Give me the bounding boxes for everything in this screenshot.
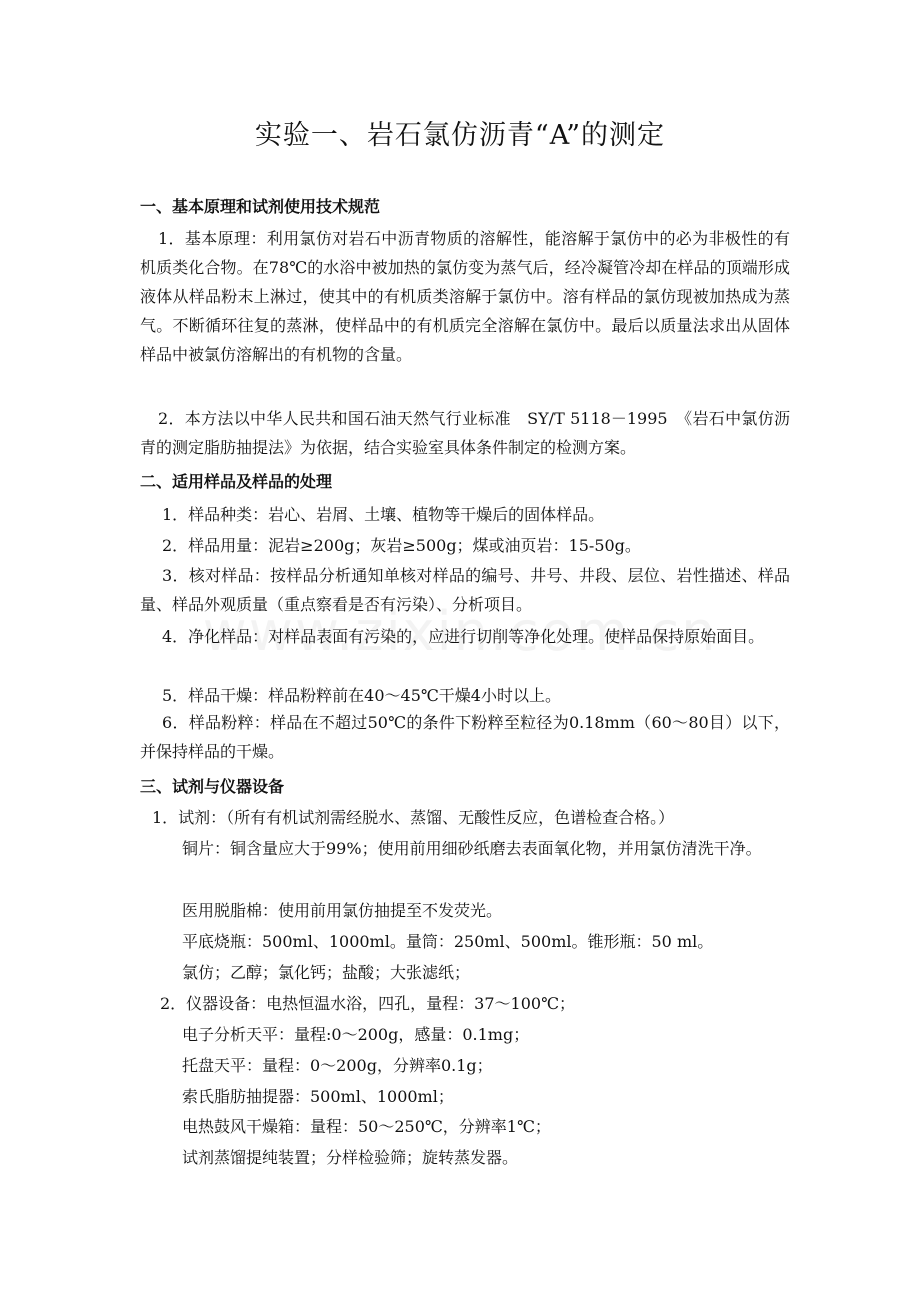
reagents-intro: 1．试剂：（所有有机试剂需经脱水、蒸馏、无酸性反应，色谱检查合格。） — [152, 808, 675, 827]
list-item-dry-samples: 5．样品干燥：样品粉粹前在40～45℃干燥4小时以上。 — [162, 686, 561, 705]
reagent-copper: 铜片：铜含量应大于99%；使用前用细砂纸磨去表面氧化物，并用氯仿清洗干净。 — [182, 839, 762, 858]
section-heading-samples: 二、适用样品及样品的处理 — [140, 472, 333, 491]
reagent-cotton: 医用脱脂棉：使用前用氯仿抽提至不发荧光。 — [182, 901, 503, 920]
paragraph-principle: 1．基本原理：利用氯仿对岩石中沥青物质的溶解性，能溶解于氯仿中的必为非极性的有机质类化合物。在78℃的水浴中被加热的氯仿变为蒸气后，经冷凝管冷却在样品的顶端形成液体从样品粉末上淋过，使其中的有机质类溶解于氯仿中。溶有样品的氯仿现被加热成为蒸气。不断循环往复的蒸淋，使样品中的有机质完全溶解在氯仿中。最后以质量法求出从固体样品中被氯仿溶解出的有机物的含量。 — [140, 229, 790, 364]
list-item-sample-amount: 2．样品用量：泥岩≥200g；灰岩≥500g；煤或油页岩：15-50g。 — [162, 536, 641, 555]
section-heading-principles: 一、基本原理和试剂使用技术规范 — [140, 197, 381, 216]
reagent-glassware: 平底烧瓶：500ml、1000ml。量筒：250ml、500ml。锥形瓶：50 ml。 — [182, 932, 714, 951]
section-heading-reagents-equipment: 三、试剂与仪器设备 — [140, 777, 285, 796]
reagent-chemicals: 氯仿；乙醇；氯化钙；盐酸；大张滤纸； — [182, 963, 471, 982]
equipment-misc: 试剂蒸馏提纯装置；分样检验筛；旋转蒸发器。 — [182, 1148, 519, 1167]
equipment-soxhlet-extractor: 索氏脂肪抽提器：500ml、1000ml； — [182, 1087, 454, 1106]
equipment-water-bath: 2．仪器设备：电热恒温水浴，四孔，量程：37～100℃； — [160, 994, 575, 1013]
equipment-drying-oven: 电热鼓风干燥箱：量程：50～250℃，分辨率1℃； — [182, 1117, 551, 1136]
equipment-tray-balance: 托盘天平：量程：0～200g，分辨率0.1g； — [182, 1056, 493, 1075]
equipment-analytical-balance: 电子分析天平：量程:0～200g，感量：0.1mg； — [182, 1025, 530, 1044]
list-item-purify-samples: 4．净化样品：对样品表面有污染的，应进行切削等净化处理。使样品保持原始面目。 — [162, 627, 765, 646]
page-title: 实验一、岩石氯仿沥青“A”的测定 — [254, 120, 666, 151]
paragraph-method-basis: 2．本方法以中华人民共和国石油天然气行业标准 SY/T 5118－1995 《岩石中氯仿沥青的测定脂肪抽提法》为依据，结合实验室具体条件制定的检测方案。 — [140, 409, 790, 457]
list-item-check-samples: 3．核对样品：按样品分析通知单核对样品的编号、井号、井段、层位、岩性描述、样品量、样品外观质量（重点察看是否有污染）、分析项目。 — [140, 566, 790, 614]
list-item-crush-samples: 6．样品粉粹：样品在不超过50℃的条件下粉粹至粒径为0.18mm（60～80目）以下，并保持样品的干燥。 — [140, 713, 790, 761]
list-item-sample-type: 1．样品种类：岩心、岩屑、土壤、植物等干燥后的固体样品。 — [162, 505, 605, 524]
